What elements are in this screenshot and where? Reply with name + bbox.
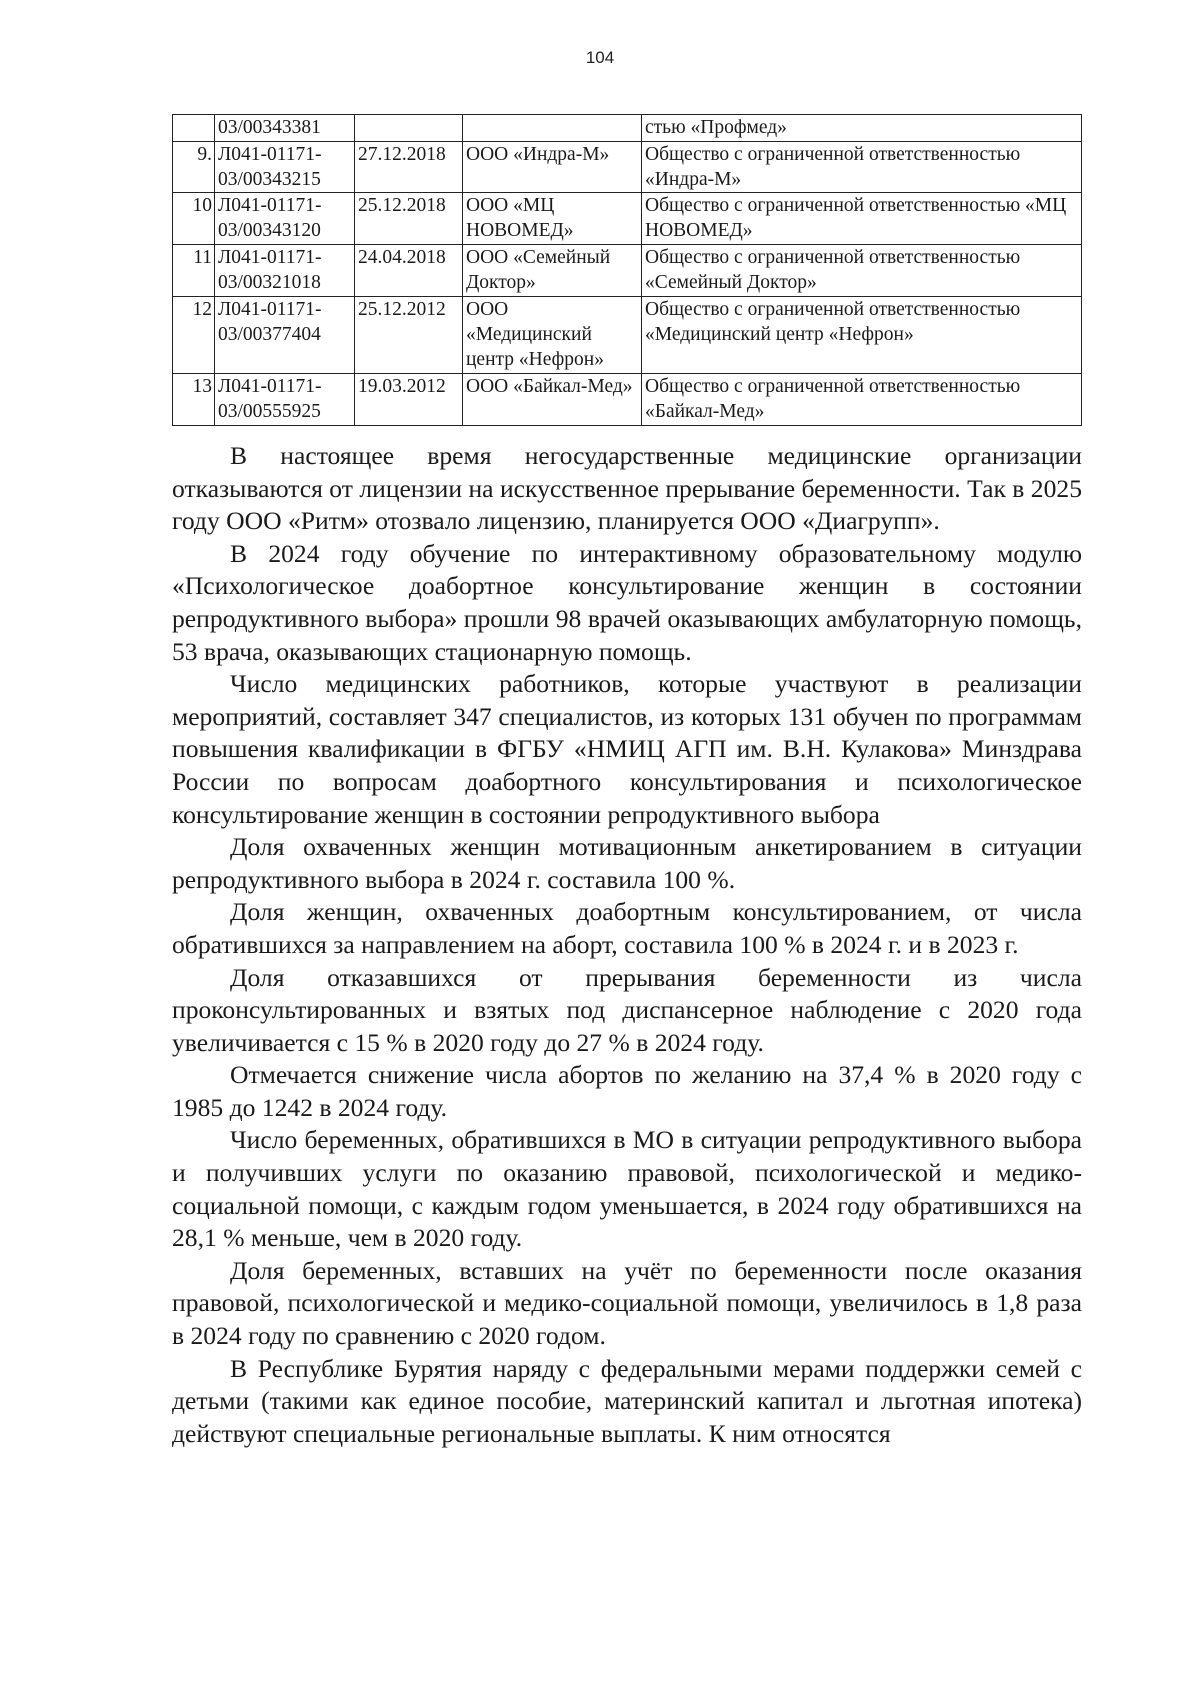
org-short-name: ООО «Семейный Доктор» [463,245,642,297]
paragraph: Отмечается снижение числа абортов по желанию на 37,4 % в 2020 году с 1985 до 1242 в 2024 году. [172,1060,1082,1122]
table-row [173,193,1082,245]
license-number: Л041-01171-03/00555925 [215,374,355,426]
row-number: 12 [173,297,215,374]
license-number: Л041-01171-03/00321018 [215,245,355,297]
paragraph: Доля женщин, охваченных доабортным консультированием, от числа обратившихся за направлением на аборт, составила 100 % в 2024 г. и в 2023 г. [172,897,1082,959]
table-row [173,115,1082,142]
table-row [173,245,1082,297]
paragraph: В настоящее время негосударственные медицинские организации отказываются от лицензии на искусственное прерывание беременности. Так в 2025 году ООО «Ритм» отозвало лицензию, планируется ООО «Диагрупп». [172,441,1082,536]
org-short-name [463,115,642,142]
org-full-name: Общество с ограниченной ответственностью «Медицинский центр «Нефрон» [642,297,1082,374]
page-number: 104 [585,48,615,67]
paragraph: Доля беременных, вставших на учёт по беременности после оказания правовой, психологической и медико-социальной помощи, увеличилось в 1,8 раза в 2024 году по сравнению с 2020 годом. [172,1255,1082,1351]
license-date [355,115,463,142]
org-full-name: Общество с ограниченной ответственностью «Семейный Доктор» [642,245,1082,297]
license-number: Л041-01171-03/00343120 [215,193,355,245]
org-full-name: Общество с ограниченной ответственностью «Байкал-Мед» [642,374,1082,426]
row-number [173,115,215,142]
table-row [173,142,1082,193]
license-date: 24.04.2018 [355,245,463,297]
org-full-name: Общество с ограниченной ответственностью «Индра-М» [642,142,1082,193]
row-number: 10 [173,193,215,245]
paragraph: Число беременных, обратившихся в МО в ситуации репродуктивного выбора и получивших услуги по оказанию правовой, психологической и медико-социальной помощи, с каждым годом уменьшается, в 2024 году обратившихся на 28,1 % меньше, чем в 2020 году. [172,1125,1082,1253]
license-number: Л041-01171-03/00343215 [215,142,355,193]
org-short-name: ООО «Байкал-Мед» [463,374,642,426]
row-number: 11 [173,245,215,297]
table-row [173,297,1082,374]
paragraph: В 2024 году обучение по интерактивному образовательному модулю «Психологическое доабортное консультирование женщин в состоянии репродуктивного выбора» прошли 98 врачей оказывающих амбулаторную помощь, 53 врача, оказывающих стационарную помощь. [172,538,1082,666]
paragraph: В Республике Бурятия наряду с федеральными мерами поддержки семей с детьми (такими как единое пособие, материнский капитал и льготная ипотека) действуют специальные региональные выплаты. К ним относятся [172,1353,1082,1448]
license-date: 27.12.2018 [355,142,463,193]
license-number: 03/00343381 [215,115,355,142]
org-full-name: Общество с ограниченной ответственностью «МЦ НОВОМЕД» [642,193,1082,245]
license-number: Л041-01171-03/00377404 [215,297,355,374]
org-full-name: стью «Профмед» [642,115,1082,142]
org-short-name: ООО «МЦ НОВОМЕД» [463,193,642,245]
body-text [172,440,1082,1450]
paragraph: Доля отказавшихся от прерывания беременности из числа проконсультированных и взятых под диспансерное наблюдение с 2020 года увеличивается с 15 % в 2020 году до 27 % в 2024 году. [172,962,1082,1057]
license-date: 19.03.2012 [355,374,463,426]
row-number: 9. [173,142,215,193]
org-short-name: ООО «Индра-М» [463,142,642,193]
license-table [172,114,1082,426]
paragraph: Доля охваченных женщин мотивационным анкетированием в ситуации репродуктивного выбора в 2024 г. составила 100 %. [172,832,1082,894]
paragraph: Число медицинских работников, которые участвуют в реализации мероприятий, составляет 347 специалистов, из которых 131 обучен по программам повышения квалификации в ФГБУ «НМИЦ АГП им. В.Н. Кулакова» Минздрава России по вопросам доабортного консультирования и психологическое консультирование женщин в состоянии репродуктивного выбора [172,669,1082,829]
row-number: 13 [173,374,215,426]
org-short-name: ООО «Медицинский центр «Нефрон» [463,297,642,374]
table-row [173,374,1082,426]
license-date: 25.12.2012 [355,297,463,374]
license-date: 25.12.2018 [355,193,463,245]
